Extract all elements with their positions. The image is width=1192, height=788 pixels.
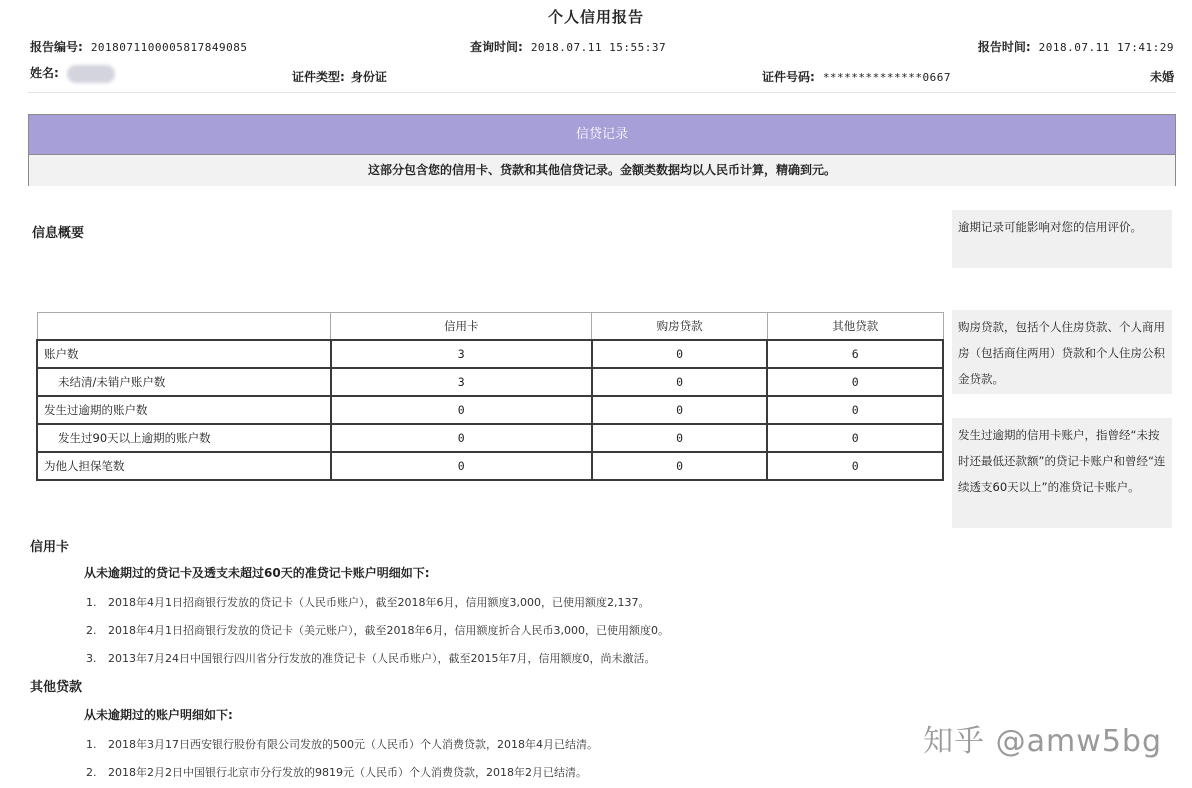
- report-number: [30, 38, 248, 55]
- row-label: 未结清/未销户账户数: [37, 368, 331, 396]
- name-field: [30, 64, 115, 83]
- list-item-text: 2018年2月2日中国银行北京市分行发放的9819元（人民币）个人消费贷款，2018年2月已结清。: [108, 766, 587, 779]
- table-cell: 0: [592, 368, 768, 396]
- list-item-text: 2013年7月24日中国银行四川省分行发放的准贷记卡（人民币账户），截至2015年7月，信用额度0，尚未激活。: [108, 652, 656, 665]
- table-header-cell: [37, 313, 331, 341]
- name-redacted: [67, 65, 115, 83]
- table-row: [37, 340, 943, 368]
- name-label: 姓名:: [30, 66, 59, 80]
- side-note-overdue-card: 发生过逾期的信用卡账户，指曾经“未按时还最低还款额”的贷记卡账户和曾经“连续透支60天以上”的准贷记卡账户。: [952, 418, 1172, 528]
- table-header-cell: 购房贷款: [592, 313, 768, 341]
- other-loans-heading: 其他贷款: [30, 680, 83, 695]
- table-cell: 3: [331, 368, 592, 396]
- table-cell: 0: [331, 424, 592, 452]
- table-row: [37, 452, 943, 480]
- table-cell: 6: [767, 340, 943, 368]
- table-cell: 0: [767, 452, 943, 480]
- query-time: [470, 38, 666, 55]
- list-item: 3. 2013年7月24日中国银行四川省分行发放的准贷记卡（人民币账户），截至2015年7月，信用额度0，尚未激活。: [86, 652, 656, 665]
- header-divider: [28, 92, 1176, 93]
- id-type: [292, 68, 387, 85]
- table-header-cell: 信用卡: [331, 313, 592, 341]
- marital-status: 未婚: [1149, 70, 1174, 84]
- id-number-label: 证件号码:: [762, 70, 815, 84]
- table-cell: 0: [767, 368, 943, 396]
- report-title: 个人信用报告: [547, 8, 644, 26]
- list-item: 2. 2018年4月1日招商银行发放的贷记卡（美元账户），截至2018年6月，信用额度折合人民币3,000，已使用额度0。: [86, 624, 669, 637]
- id-type-label: 证件类型:: [292, 70, 345, 84]
- side-note-mortgage: 购房贷款，包括个人住房贷款、个人商用房（包括商住两用）贷款和个人住房公积金贷款。: [952, 310, 1172, 394]
- list-item: 1. 2018年4月1日招商银行发放的贷记卡（人民币账户），截至2018年6月，信用额度3,000，已使用额度2,137。: [86, 596, 650, 609]
- report-time-value: 2018.07.11 17:41:29: [1038, 41, 1174, 54]
- credit-records-band: [28, 114, 1176, 186]
- query-time-value: 2018.07.11 15:55:37: [530, 41, 667, 54]
- report-time: [978, 38, 1174, 55]
- credit-card-subheading: 从未逾期过的贷记卡及透支未超过60天的准贷记卡账户明细如下:: [84, 566, 430, 580]
- id-type-value: 身份证: [350, 70, 387, 84]
- id-number: [762, 68, 951, 85]
- table-cell: 0: [592, 424, 768, 452]
- table-cell: 0: [592, 452, 768, 480]
- table-row: [37, 424, 943, 452]
- query-time-label: 查询时间:: [470, 40, 523, 54]
- report-time-label: 报告时间:: [977, 40, 1031, 54]
- table-header-cell: 其他贷款: [767, 313, 943, 341]
- row-label: 发生过90天以上逾期的账户数: [37, 424, 331, 452]
- list-item: 2. 2018年2月2日中国银行北京市分行发放的9819元（人民币）个人消费贷款，2018年2月已结清。: [86, 766, 587, 779]
- id-number-value: **************0667: [822, 71, 952, 84]
- table-cell: 3: [331, 340, 592, 368]
- table-row: [37, 368, 943, 396]
- table-cell: 0: [331, 452, 592, 480]
- table-cell: 0: [592, 396, 768, 424]
- band-note: 这部分包含您的信用卡、贷款和其他信贷记录。金额类数据均以人民币计算，精确到元。: [29, 155, 1175, 186]
- other-loans-subheading: 从未逾期过的账户明细如下:: [84, 708, 233, 722]
- list-item: 1. 2018年3月17日西安银行股份有限公司发放的500元（人民币）个人消费贷款，2018年4月已结清。: [86, 738, 598, 751]
- report-number-label: 报告编号:: [30, 40, 83, 54]
- list-item-text: 2018年3月17日西安银行股份有限公司发放的500元（人民币）个人消费贷款，2018年4月已结清。: [108, 738, 598, 751]
- band-title: 信贷记录: [29, 115, 1175, 155]
- summary-heading: 信息概要: [32, 226, 85, 241]
- side-note-overdue: 逾期记录可能影响对您的信用评价。: [952, 210, 1172, 268]
- row-label: 账户数: [37, 340, 331, 368]
- table-cell: 0: [767, 424, 943, 452]
- summary-table: [36, 312, 944, 481]
- credit-card-heading: 信用卡: [30, 540, 70, 555]
- row-label: 为他人担保笔数: [37, 452, 331, 480]
- table-header-row: [37, 313, 943, 341]
- list-item-text: 2018年4月1日招商银行发放的贷记卡（人民币账户），截至2018年6月，信用额度3,000，已使用额度2,137。: [108, 596, 650, 609]
- table-cell: 0: [767, 396, 943, 424]
- report-number-value: 2018071100005817849085: [90, 41, 248, 54]
- table-cell: 0: [331, 396, 592, 424]
- table-cell: 0: [592, 340, 768, 368]
- row-label: 发生过逾期的账户数: [37, 396, 331, 424]
- list-item-text: 2018年4月1日招商银行发放的贷记卡（美元账户），截至2018年6月，信用额度折合人民币3,000，已使用额度0。: [108, 624, 669, 637]
- table-row: [37, 396, 943, 424]
- watermark: 知乎 @amw5bg: [923, 724, 1162, 759]
